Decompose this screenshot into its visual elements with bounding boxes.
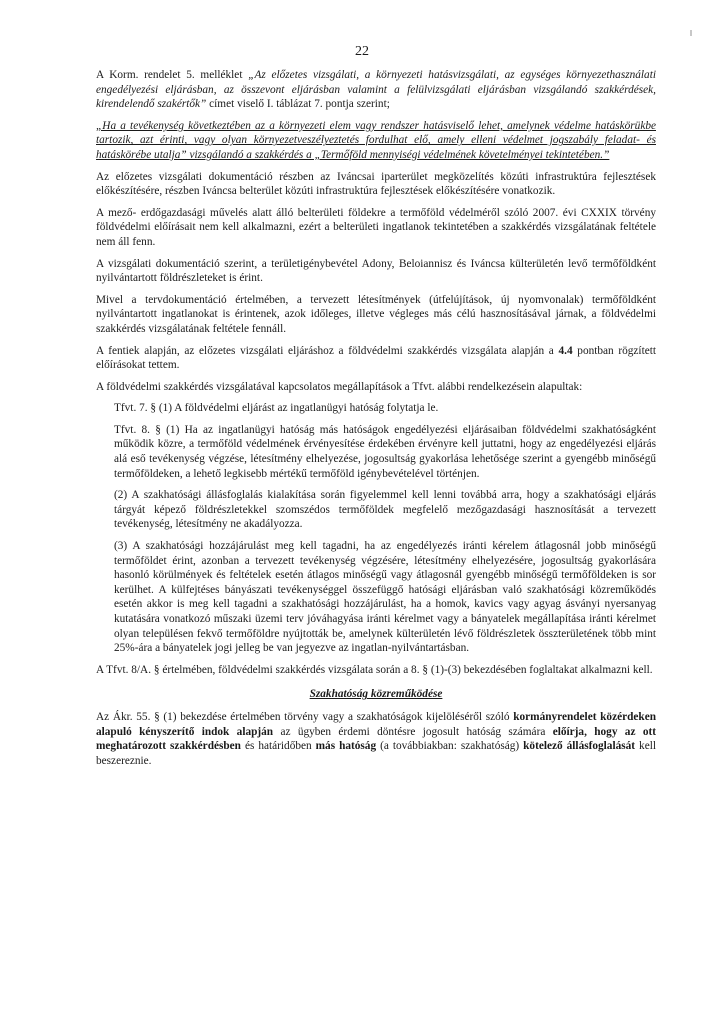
paragraph-akr-55: Az Ákr. 55. § (1) bekezdése értelmében törvény vagy a szakhatóságok kijelöléséről szóló kormányrendelet közérdeken alapuló kényszerítő indok alapján az ügyben érdemi döntésre jogosult hatóság számára előírja, hogy az ott meghatározott szakkérdésben és határidőben más hatóság (a továbbiakban: szakhatóság) kötelező állásfoglalását kell beszereznie. xyxy=(96,710,656,767)
point-reference: 4.4 xyxy=(558,344,573,357)
paragraph-inner-area: A mező- erdőgazdasági művelés alatt álló belterületi földekre a termőföld védelméről szóló 2007. évi CXXIX törvény földvédelmi előírásait nem kell alkalmazni, ezért a belterületi ingatlanok tekintetében a szakkérdés vizsgálatának feltétele nem áll fenn. xyxy=(96,206,656,248)
scan-mark xyxy=(690,30,692,36)
paragraph-planned-facilities: Mivel a tervdokumentáció értelmében, a tervezett létesítmények (útfelújítások, új nyomvonalak) termőföldként nyilvántartott ingatlanokat is érintenek, azok időleges, illetve végleges más célú hasznosításával járnak, a földvédelmi szakkérdés vizsgálatának feltétele fennáll. xyxy=(96,293,656,335)
legal-provision-8-2: (2) A szakhatósági állásfoglalás kialakítása során figyelemmel kell lenni továbbá arra, hogy a szakhatósági eljárás tárgyát képező földrészletekkel szomszédos termőföldek megfelelő mezőgazdasági hasznosítását a tervezett tevékenység, létesítmény ne akadályozza. xyxy=(114,489,656,531)
paragraph-8a: A Tfvt. 8/A. § értelmében, földvédelmi szakkérdés vizsgálata során a 8. § (1)-(3) bekezdésében foglaltakat alkalmazni kell. xyxy=(96,663,653,676)
paragraph-regulation-reference: A Korm. rendelet 5. melléklet „Az előzetes vizsgálati, a környezeti hatásvizsgálati, az egységes környezethasználati engedélyezési eljárásban, az összevont eljárásban valamint a felülvizsgálati eljárásban vizsgálandó szakkérdések, kirendelendő szakértők” címet viselő I. táblázat 7. pontja szerint; xyxy=(96,69,656,111)
paragraph-conclusion: A fentiek alapján, az előzetes vizsgálati eljáráshoz a földvédelmi szakkérdés vizsgálata alapján a 4.4 pontban rögzített előírásokat tettem. xyxy=(96,344,657,372)
legal-provision-7-1: Tfvt. 7. § (1) A földvédelmi eljárást az ingatlanügyi hatóság folytatja le. xyxy=(114,402,439,415)
legal-provision-8-1: Tfvt. 8. § (1) Ha az ingatlanügyi hatóság más hatóságok engedélyezési eljárásaiban földvédelmi szakhatóságként működik közre, a termőföld védelmének érvényesítése érdekében érvényre kell juttatni, hogy az engedélyezési eljárás alá eső tevékenység végzése, létesítmény elhelyezése, jogosultság gyakorlása lehetősége szerint a gyengébb minőségű termőföldeken, a lehető legkisebb mértékű termőföld igénybevételével történjen. xyxy=(114,423,656,480)
paragraph-legal-basis-intro: A földvédelmi szakkérdés vizsgálatával kapcsolatos megállapítások a Tfvt. alábbi rendelkezésein alapultak: xyxy=(96,380,583,393)
paragraph-documentation-scope: Az előzetes vizsgálati dokumentáció részben az Iváncsai iparterület megközelítés közúti infrastruktúra fejlesztések előkészítésére, részben Iváncsa belterület közúti infrastruktúra fejlesztések előkészítésére vonatkozik. xyxy=(96,170,656,198)
section-heading: Szakhatóság közreműködése xyxy=(309,688,443,701)
legal-provision-8-3: (3) A szakhatósági hozzájárulást meg kell tagadni, ha az engedélyezés iránti kérelem átlagosnál jobb minőségű termőföldet érint, azonban a tervezett tevékenység végzésére, létesítmény elhelyezésére, jogosultság gyakorlására hasonló körülmények és feltételek esetén átlagos minőségű vagy átlagosnál gyengébb minőségű termőföldeken is sor kerülhet. A külfejtéses bányászati tevékenységgel összefüggő hatósági eljárásban való szakhatósági közreműködés esetén akkor is meg kell tagadni a szakhatósági hozzájárulást, ha a homok, kavics vagy agyag ásványi nyersanyag kutatására vonatkozó műszaki üzemi terv jóváhagyása iránti kérelmet vagy a bányatelek megállapítása iránti kérelmet olyan településen fekvő termőföldre nyújtották be, amelynek külterületén lévő földrészletek összterületének több mint 25%-ára a bányatelek jogi jelleg be van jegyezve az ingatlan-nyilvántartásban. xyxy=(114,540,656,655)
page-number: 22 xyxy=(355,44,369,59)
regulation-title-quote: „Az előzetes vizsgálati, a környezeti hatásvizsgálati, az egységes környezethasználati engedélyezési eljárásban, az összevont eljárásban valamint a felülvizsgálati eljárásban vizsgálandó szakkérdések, kirendelendő szakértők” xyxy=(96,69,656,111)
paragraph-quoted-provision: „Ha a tevékenység következtében az a környezeti elem vagy rendszer hatásviselő lehet, amelynek védelme hatáskörükbe tartozik, azt érinti, vagy olyan környezetveszélyeztetés fordulhat elő, amely elleni védelmet jogszabály feladat- és hatáskörébe utalja” vizsgálandó a szakkérdés a „Termőföld mennyiségi védelmének követelményei tekintetében.” xyxy=(96,119,656,161)
document-body xyxy=(96,68,656,775)
paragraph-outer-area: A vizsgálati dokumentáció szerint, a területigénybevétel Adony, Beloiannisz és Iváncsa külterületén levő termőföldként nyilvántartott földrészleteket is érint. xyxy=(96,257,656,285)
